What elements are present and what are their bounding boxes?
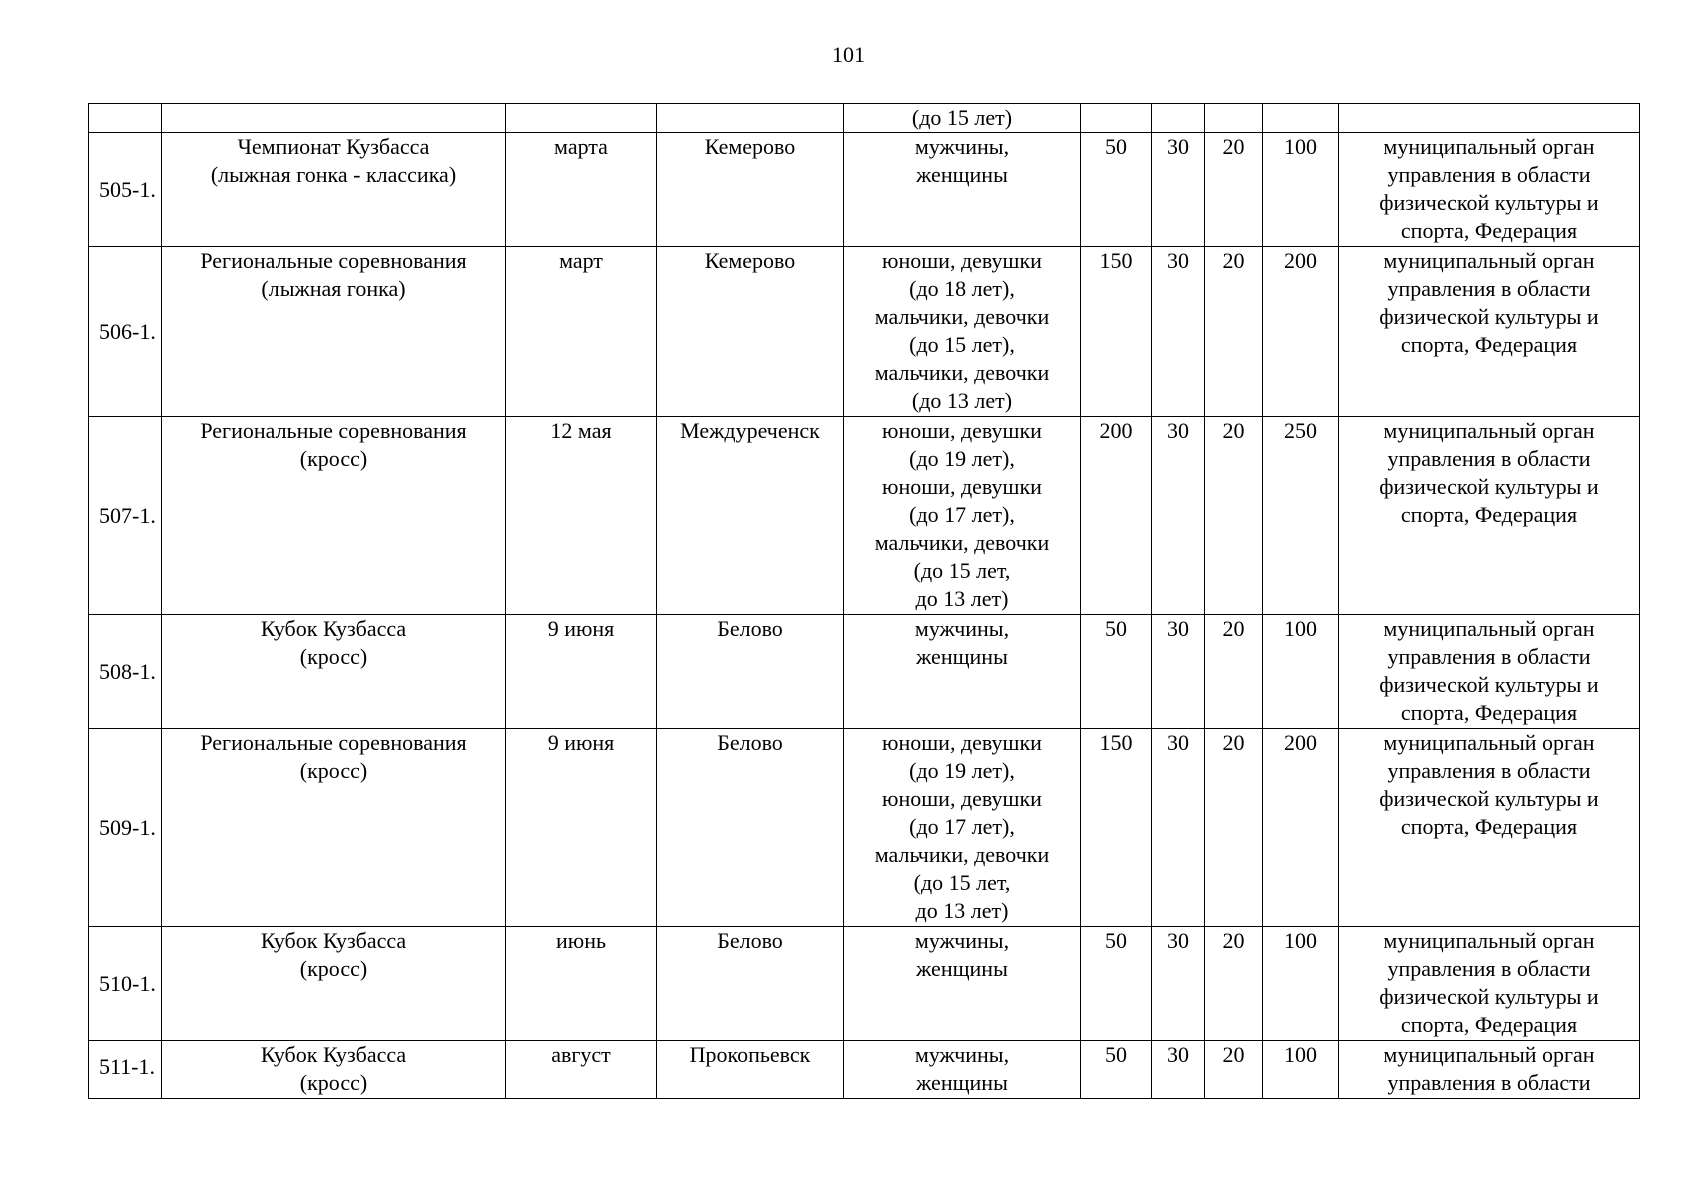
cell-date: март bbox=[506, 247, 657, 417]
cell-c1 bbox=[1081, 104, 1152, 133]
table-row bbox=[89, 615, 1640, 729]
cell-participants: юноши, девушки (до 18 лет), мальчики, девочки (до 15 лет), мальчики, девочки (до 13 лет) bbox=[844, 247, 1081, 417]
cell-c1: 150 bbox=[1081, 729, 1152, 927]
cell-participants: юноши, девушки (до 19 лет), юноши, девушки (до 17 лет), мальчики, девочки (до 15 лет, до 13 лет) bbox=[844, 417, 1081, 615]
cell-name: Региональные соревнования (кросс) bbox=[162, 417, 506, 615]
cell-c3: 20 bbox=[1205, 133, 1263, 247]
cell-total: 100 bbox=[1263, 1041, 1339, 1099]
cell-date bbox=[506, 104, 657, 133]
cell-total: 200 bbox=[1263, 729, 1339, 927]
cell-name bbox=[162, 104, 506, 133]
cell-date: 9 июня bbox=[506, 615, 657, 729]
cell-c1: 50 bbox=[1081, 1041, 1152, 1099]
cell-organizer: муниципальный орган управления в области физической культуры и спорта, Федерация bbox=[1339, 133, 1640, 247]
cell-place: Кемерово bbox=[657, 133, 844, 247]
cell-c3: 20 bbox=[1205, 417, 1263, 615]
continued-row bbox=[89, 104, 1640, 133]
cell-c3: 20 bbox=[1205, 615, 1263, 729]
cell-participants: юноши, девушки (до 19 лет), юноши, девушки (до 17 лет), мальчики, девочки (до 15 лет, до 13 лет) bbox=[844, 729, 1081, 927]
cell-c3: 20 bbox=[1205, 729, 1263, 927]
page-number: 101 bbox=[832, 42, 865, 67]
cell-total: 100 bbox=[1263, 133, 1339, 247]
cell-num: 507-1. bbox=[89, 417, 162, 615]
cell-organizer: муниципальный орган управления в области физической культуры и спорта, Федерация bbox=[1339, 615, 1640, 729]
cell-c1: 200 bbox=[1081, 417, 1152, 615]
cell-num: 510-1. bbox=[89, 927, 162, 1041]
cell-participants: мужчины, женщины bbox=[844, 1041, 1081, 1099]
cell-date: 9 июня bbox=[506, 729, 657, 927]
cell-date: август bbox=[506, 1041, 657, 1099]
table-row bbox=[89, 1041, 1640, 1099]
cell-c2: 30 bbox=[1152, 615, 1205, 729]
cell-place: Кемерово bbox=[657, 247, 844, 417]
cell-total: 250 bbox=[1263, 417, 1339, 615]
cell-c1: 50 bbox=[1081, 927, 1152, 1041]
cell-date: 12 мая bbox=[506, 417, 657, 615]
cell-name: Кубок Кузбасса (кросс) bbox=[162, 615, 506, 729]
table-row bbox=[89, 133, 1640, 247]
cell-organizer: муниципальный орган управления в области физической культуры и спорта, Федерация bbox=[1339, 729, 1640, 927]
cell-c1: 150 bbox=[1081, 247, 1152, 417]
cell-c2: 30 bbox=[1152, 247, 1205, 417]
cell-total: 200 bbox=[1263, 247, 1339, 417]
cell-c2: 30 bbox=[1152, 729, 1205, 927]
cell-place: Белово bbox=[657, 615, 844, 729]
cell-c3: 20 bbox=[1205, 1041, 1263, 1099]
cell-organizer: муниципальный орган управления в области физической культуры и спорта, Федерация bbox=[1339, 927, 1640, 1041]
cell-c1: 50 bbox=[1081, 615, 1152, 729]
cell-total bbox=[1263, 104, 1339, 133]
cell-place: Белово bbox=[657, 729, 844, 927]
table-row bbox=[89, 247, 1640, 417]
cell-num: 506-1. bbox=[89, 247, 162, 417]
cell-organizer: муниципальный орган управления в области bbox=[1339, 1041, 1640, 1099]
cell-name: Кубок Кузбасса (кросс) bbox=[162, 1041, 506, 1099]
cell-place: Прокопьевск bbox=[657, 1041, 844, 1099]
cell-date: марта bbox=[506, 133, 657, 247]
cell-c2: 30 bbox=[1152, 927, 1205, 1041]
table-row bbox=[89, 729, 1640, 927]
cell-place: Междуреченск bbox=[657, 417, 844, 615]
cell-date: июнь bbox=[506, 927, 657, 1041]
cell-place bbox=[657, 104, 844, 133]
cell-c2: 30 bbox=[1152, 417, 1205, 615]
cell-c3: 20 bbox=[1205, 247, 1263, 417]
cell-num: 511-1. bbox=[89, 1041, 162, 1099]
cell-num: 508-1. bbox=[89, 615, 162, 729]
cell-participants: мужчины, женщины bbox=[844, 927, 1081, 1041]
cell-name: Чемпионат Кузбасса (лыжная гонка - классика) bbox=[162, 133, 506, 247]
cell-c2: 30 bbox=[1152, 1041, 1205, 1099]
cell-c3 bbox=[1205, 104, 1263, 133]
cell-num: 509-1. bbox=[89, 729, 162, 927]
cell-name: Региональные соревнования (кросс) bbox=[162, 729, 506, 927]
cell-total: 100 bbox=[1263, 927, 1339, 1041]
cell-name: Кубок Кузбасса (кросс) bbox=[162, 927, 506, 1041]
cell-c3: 20 bbox=[1205, 927, 1263, 1041]
cell-organizer: муниципальный орган управления в области физической культуры и спорта, Федерация bbox=[1339, 417, 1640, 615]
table-row bbox=[89, 417, 1640, 615]
events-table bbox=[88, 103, 1640, 1099]
cell-organizer: муниципальный орган управления в области физической культуры и спорта, Федерация bbox=[1339, 247, 1640, 417]
cell-c2 bbox=[1152, 104, 1205, 133]
cell-total: 100 bbox=[1263, 615, 1339, 729]
cell-participants: (до 15 лет) bbox=[844, 104, 1081, 133]
cell-name: Региональные соревнования (лыжная гонка) bbox=[162, 247, 506, 417]
table-row bbox=[89, 927, 1640, 1041]
cell-participants: мужчины, женщины bbox=[844, 133, 1081, 247]
cell-c1: 50 bbox=[1081, 133, 1152, 247]
cell-place: Белово bbox=[657, 927, 844, 1041]
cell-c2: 30 bbox=[1152, 133, 1205, 247]
cell-organizer bbox=[1339, 104, 1640, 133]
cell-participants: мужчины, женщины bbox=[844, 615, 1081, 729]
cell-num bbox=[89, 104, 162, 133]
cell-num: 505-1. bbox=[89, 133, 162, 247]
